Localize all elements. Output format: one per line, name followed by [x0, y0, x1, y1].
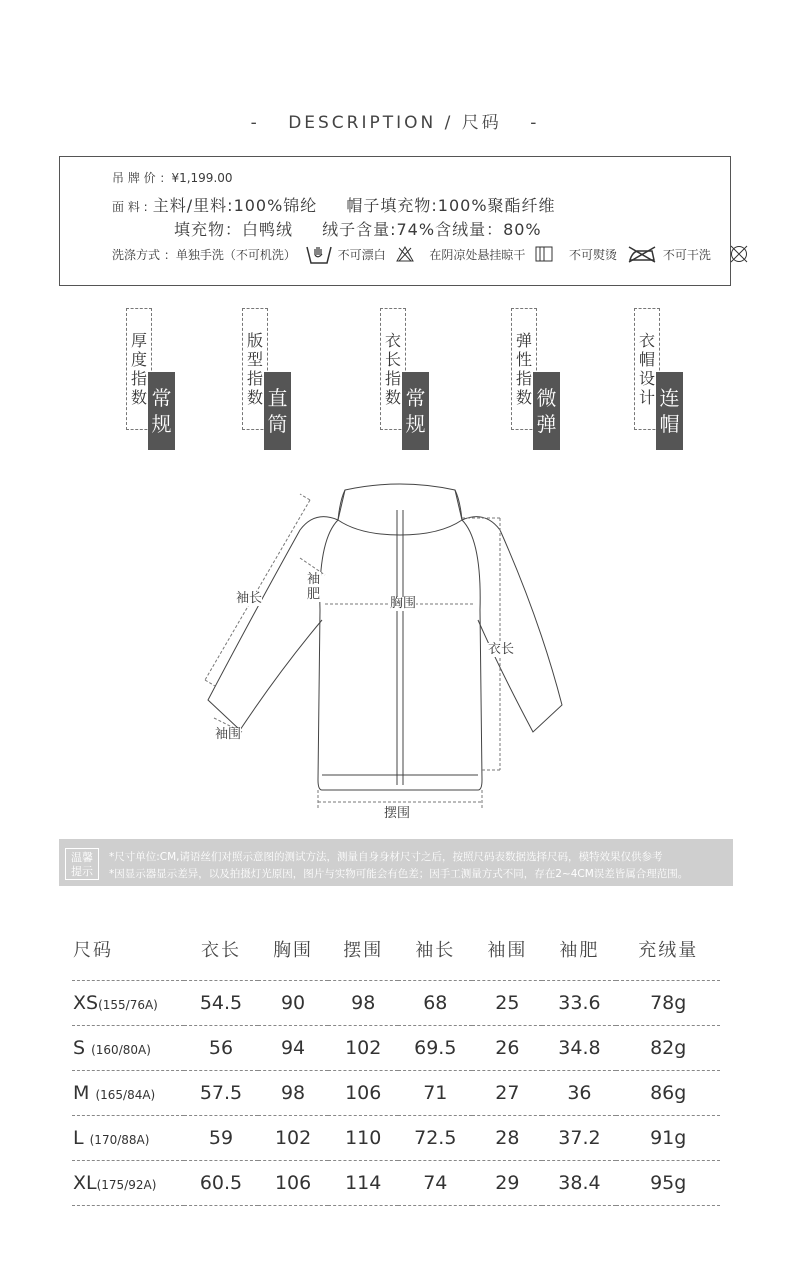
- size-code: M: [73, 1082, 96, 1104]
- index-glyph: 衣: [384, 331, 401, 350]
- no-dry-clean-icon: [729, 245, 749, 266]
- cell-sleeve-length: 69.5: [398, 1026, 472, 1071]
- index-glyph: 指: [515, 369, 532, 388]
- size-cell: [72, 1026, 184, 1071]
- index-glyph: 指: [130, 369, 147, 388]
- size-cell: [72, 1071, 184, 1116]
- cell-cuff: 27: [472, 1071, 542, 1116]
- table-row: [72, 981, 720, 1026]
- wash-item-dry: 在阴凉处悬挂晾干: [429, 248, 526, 262]
- table-row: [72, 1026, 720, 1071]
- filling-row: [174, 217, 542, 240]
- tips-bar: [59, 839, 733, 886]
- cell-chest: 98: [258, 1071, 328, 1116]
- index-glyph: 指: [384, 369, 401, 388]
- cell-down-amount: 86g: [616, 1071, 720, 1116]
- cell-sleeve-width: 38.4: [542, 1161, 616, 1206]
- index-glyph: 弹: [536, 412, 557, 436]
- cell-sleeve-width: 36: [542, 1071, 616, 1116]
- index-glyph: 帽: [659, 412, 680, 436]
- cell-hem: 110: [328, 1116, 398, 1161]
- index-value-text: [402, 385, 429, 437]
- index-glyph: 直: [267, 386, 288, 410]
- index-value: [533, 372, 560, 450]
- index-glyph: 弹: [515, 331, 532, 350]
- cell-cuff: 28: [472, 1116, 542, 1161]
- cell-hem: 102: [328, 1026, 398, 1071]
- header-sleeve-width: 袖肥: [542, 918, 616, 981]
- index-glyph: 帽: [638, 350, 655, 369]
- index-value-text: [656, 385, 683, 437]
- tips-line-1: *尺寸单位:CM,请语丝们对照示意图的测试方法，测量自身身材尺寸之后，按照尺码表数据选择尺码，模特效果仅供参考: [109, 851, 663, 863]
- index-glyph: 型: [246, 350, 263, 369]
- size-cell: [72, 981, 184, 1026]
- tips-line-2: *因显示器显示差异，以及拍摄灯光原因，图片与实物可能会有色差；因手工测量方式不同，存在2~4CM误差皆属合理范围。: [109, 868, 689, 880]
- size-code: XL: [73, 1172, 97, 1194]
- hood-fill: 帽子填充物:100%聚酯纤维: [346, 196, 556, 215]
- cell-cuff: 26: [472, 1026, 542, 1071]
- garment-diagram: [200, 480, 580, 825]
- cell-length: 54.5: [184, 981, 258, 1026]
- cell-cuff: 29: [472, 1161, 542, 1206]
- index-glyph: 微: [536, 386, 557, 410]
- table-row: [72, 1116, 720, 1161]
- index-glyph: 衣: [638, 331, 655, 350]
- header-hem: 摆围: [328, 918, 398, 981]
- cell-length: 60.5: [184, 1161, 258, 1206]
- cell-down-amount: 78g: [616, 981, 720, 1026]
- label-chest: 胸围: [390, 596, 417, 611]
- index-glyph: 数: [515, 388, 532, 407]
- size-spec: (165/84A): [95, 1088, 156, 1102]
- size-cell: [72, 1161, 184, 1206]
- line-dry-shade-icon: [535, 246, 553, 265]
- cell-cuff: 25: [472, 981, 542, 1026]
- wash-item-dryclean: 不可干洗: [662, 248, 711, 262]
- header-length: 衣长: [184, 918, 258, 981]
- title-dash-left: -: [250, 113, 260, 133]
- index-glyph: 规: [151, 412, 172, 436]
- cell-length: 57.5: [184, 1071, 258, 1116]
- index-glyph: 长: [384, 350, 401, 369]
- size-code: XS: [73, 992, 99, 1014]
- cell-sleeve-length: 72.5: [398, 1116, 472, 1161]
- header-sleeve-length: 袖长: [398, 918, 472, 981]
- price-value: ¥1,199.00: [171, 171, 233, 185]
- table-row: [72, 1161, 720, 1206]
- section-title: [0, 108, 790, 133]
- hand-wash-icon: [306, 243, 332, 268]
- index-value: [656, 372, 683, 450]
- index-glyph: 连: [659, 386, 680, 410]
- size-cell: [72, 1116, 184, 1161]
- index-glyph: 度: [130, 350, 147, 369]
- cell-hem: 114: [328, 1161, 398, 1206]
- no-bleach-icon: [396, 246, 414, 265]
- filling: 填充物：白鸭绒: [174, 220, 294, 239]
- size-spec: (170/88A): [89, 1133, 150, 1147]
- label-cuff: 袖围: [215, 727, 242, 742]
- table-header-row: [72, 918, 720, 981]
- price-label: 吊 牌 价 ：: [112, 171, 172, 185]
- tips-badge: 温馨提示: [65, 848, 99, 880]
- cell-down-amount: 91g: [616, 1116, 720, 1161]
- size-table: [72, 918, 720, 1206]
- fabric-value: 主料/里料:100%锦纶: [152, 196, 318, 215]
- cell-length: 56: [184, 1026, 258, 1071]
- index-glyph: 性: [515, 350, 532, 369]
- size-code: L: [73, 1127, 90, 1149]
- cell-sleeve-length: 68: [398, 981, 472, 1026]
- cell-chest: 90: [258, 981, 328, 1026]
- jacket-sketch: [200, 480, 580, 825]
- index-glyph: 设: [638, 369, 655, 388]
- header-chest: 胸围: [258, 918, 328, 981]
- size-spec: (175/92A): [96, 1178, 157, 1192]
- cell-sleeve-length: 74: [398, 1161, 472, 1206]
- cell-down-amount: 95g: [616, 1161, 720, 1206]
- index-value: [402, 372, 429, 450]
- index-glyph: 数: [384, 388, 401, 407]
- cell-hem: 106: [328, 1071, 398, 1116]
- wash-item-iron: 不可熨烫: [569, 248, 618, 262]
- index-glyph: 版: [246, 331, 263, 350]
- index-glyph: 规: [405, 412, 426, 436]
- header-size: 尺码: [72, 918, 184, 981]
- label-sleeve-length: 袖长: [236, 591, 263, 606]
- index-glyph: 常: [405, 386, 426, 410]
- header-cuff: 袖围: [472, 918, 542, 981]
- cell-sleeve-width: 34.8: [542, 1026, 616, 1071]
- product-info-box: [59, 156, 731, 286]
- size-spec: (155/76A): [98, 998, 158, 1012]
- down-content: 绒子含量:74%含绒量：80%: [322, 220, 542, 239]
- index-glyph: 数: [130, 388, 147, 407]
- size-code: S: [73, 1037, 92, 1059]
- index-glyph: 数: [246, 388, 263, 407]
- wash-item-bleach: 不可漂白: [337, 248, 386, 262]
- cell-chest: 102: [258, 1116, 328, 1161]
- index-value: [148, 372, 175, 450]
- index-glyph: 指: [246, 369, 263, 388]
- cell-chest: 94: [258, 1026, 328, 1071]
- index-value: [264, 372, 291, 450]
- cell-hem: 98: [328, 981, 398, 1026]
- wash-row: [112, 243, 755, 268]
- index-row: [0, 308, 790, 458]
- no-iron-icon: [627, 245, 657, 266]
- label-body-length: 衣长: [488, 642, 515, 657]
- title-text: DESCRIPTION / 尺码: [288, 113, 502, 133]
- table-row: [72, 1071, 720, 1116]
- cell-sleeve-length: 71: [398, 1071, 472, 1116]
- cell-chest: 106: [258, 1161, 328, 1206]
- fabric-label: 面 料 :: [112, 200, 148, 214]
- cell-length: 59: [184, 1116, 258, 1161]
- header-down-amount: 充绒量: [616, 918, 720, 981]
- index-glyph: 厚: [130, 331, 147, 350]
- wash-label: 洗涤方式 ：: [112, 248, 176, 262]
- index-glyph: 筒: [267, 412, 288, 436]
- size-spec: (160/80A): [91, 1043, 151, 1057]
- label-sleeve-width: 袖肥: [307, 572, 321, 602]
- index-value-text: [264, 385, 291, 437]
- price-row: [112, 169, 233, 186]
- cell-down-amount: 82g: [616, 1026, 720, 1071]
- label-hem: 摆围: [384, 806, 411, 821]
- wash-item-hand: 单独手洗（不可机洗）: [175, 248, 296, 262]
- index-glyph: 常: [151, 386, 172, 410]
- fabric-row: [112, 193, 556, 216]
- index-value-text: [148, 385, 175, 437]
- index-glyph: 计: [638, 388, 655, 407]
- index-value-text: [533, 385, 560, 437]
- title-dash-right: -: [530, 113, 540, 133]
- cell-sleeve-width: 37.2: [542, 1116, 616, 1161]
- cell-sleeve-width: 33.6: [542, 981, 616, 1026]
